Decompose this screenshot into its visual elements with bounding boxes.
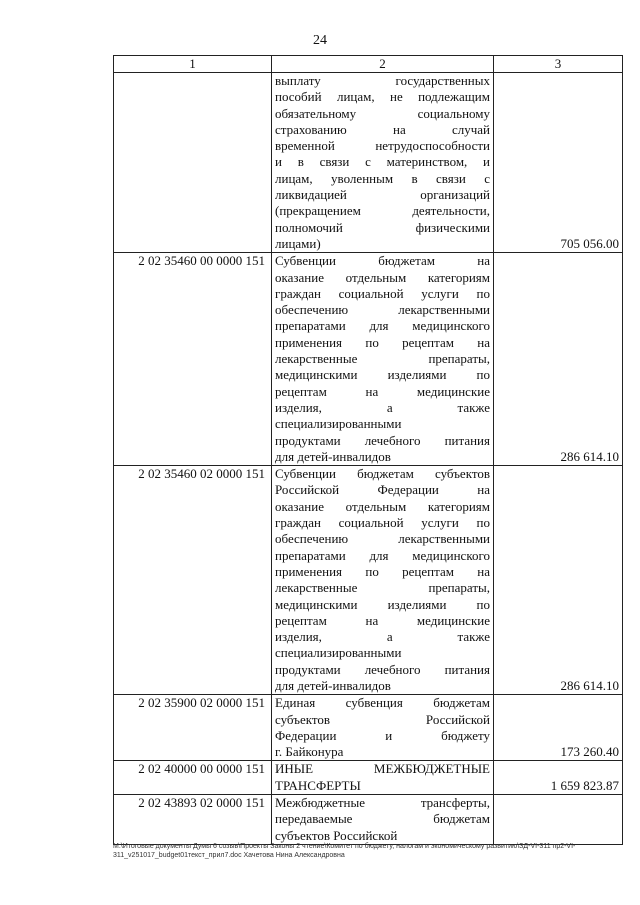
header-col-1: 1 bbox=[114, 56, 272, 73]
description-line: рецептам на медицинские bbox=[275, 612, 490, 628]
description-line: для детей-инвалидов bbox=[275, 677, 391, 693]
description-line: передаваемые бюджетам bbox=[275, 811, 490, 827]
description-line: лицам, уволенным в связи с bbox=[275, 170, 490, 186]
description-line: специализированными bbox=[275, 645, 402, 661]
description-cell bbox=[272, 761, 494, 795]
description-line: г. Байконура bbox=[275, 744, 344, 760]
description-line: ИНЫЕ МЕЖБЮДЖЕТНЫЕ bbox=[275, 761, 490, 777]
description-line: рецептам на медицинские bbox=[275, 383, 490, 399]
description-line: субъектов Российской bbox=[275, 827, 398, 843]
table-header-row bbox=[114, 56, 623, 73]
description-line: обеспечению лекарственными bbox=[275, 302, 490, 318]
description-line: Российской Федерации на bbox=[275, 482, 490, 498]
table-row bbox=[114, 466, 623, 695]
description-line: временной нетрудоспособности bbox=[275, 138, 490, 154]
amount-cell: 1 659 823.87 bbox=[494, 761, 623, 795]
description-line: ТРАНСФЕРТЫ bbox=[275, 777, 361, 793]
description-line: полномочий физическими bbox=[275, 219, 490, 235]
amount-cell: 705 056.00 bbox=[494, 73, 623, 253]
budget-code-cell: 2 02 35460 02 0000 151 bbox=[114, 466, 272, 695]
description-line: выплату государственных bbox=[275, 73, 490, 88]
document-path-footer: М:\Итоговые документы Думы 6 созыв\Проекты Законы 2 чтение\Комитет по бюджету, налогам и экономическому развитию\ЗД-VI-311 пр2-VI-311_v251017_budget01текст_прил7.doc Хачетова Нина Александровна bbox=[113, 843, 576, 859]
description-line: применения по рецептам на bbox=[275, 563, 490, 579]
description-cell bbox=[272, 466, 494, 695]
table-row bbox=[114, 761, 623, 795]
budget-code-cell: 2 02 40000 00 0000 151 bbox=[114, 761, 272, 795]
description-line: Единая субвенция бюджетам bbox=[275, 695, 490, 711]
description-cell bbox=[272, 795, 494, 845]
header-col-3: 3 bbox=[494, 56, 623, 73]
description-line: продуктами лечебного питания bbox=[275, 661, 490, 677]
description-line: граждан социальной услуги по bbox=[275, 285, 490, 301]
description-line: оказание отдельным категориям bbox=[275, 498, 490, 514]
amount-cell: 173 260.40 bbox=[494, 695, 623, 761]
description-line: медицинскими изделиями по bbox=[275, 596, 490, 612]
description-line: Федерации и бюджету bbox=[275, 727, 490, 743]
description-line: субъектов Российской bbox=[275, 711, 490, 727]
budget-code-cell bbox=[114, 73, 272, 253]
description-line: и в связи с материнством, и bbox=[275, 154, 490, 170]
table-row bbox=[114, 253, 623, 466]
description-cell bbox=[272, 73, 494, 253]
description-line: обязательному социальному bbox=[275, 105, 490, 121]
description-line: пособий лицам, не подлежащим bbox=[275, 89, 490, 105]
description-line: лекарственные препараты, bbox=[275, 351, 490, 367]
description-line: препаратами для медицинского bbox=[275, 547, 490, 563]
budget-code-cell: 2 02 35900 02 0000 151 bbox=[114, 695, 272, 761]
budget-table bbox=[113, 55, 623, 845]
description-line: Межбюджетные трансферты, bbox=[275, 795, 490, 811]
budget-code-cell: 2 02 43893 02 0000 151 bbox=[114, 795, 272, 845]
description-line: медицинскими изделиями по bbox=[275, 367, 490, 383]
description-line: изделия, а также bbox=[275, 399, 490, 415]
table-row bbox=[114, 795, 623, 845]
description-line: граждан социальной услуги по bbox=[275, 515, 490, 531]
description-line: препаратами для медицинского bbox=[275, 318, 490, 334]
description-cell bbox=[272, 695, 494, 761]
description-line: изделия, а также bbox=[275, 629, 490, 645]
description-line: (прекращением деятельности, bbox=[275, 203, 490, 219]
amount-cell: 286 614.10 bbox=[494, 466, 623, 695]
amount-cell bbox=[494, 795, 623, 845]
description-line: обеспечению лекарственными bbox=[275, 531, 490, 547]
description-line: ликвидацией организаций bbox=[275, 187, 490, 203]
table-row bbox=[114, 73, 623, 253]
description-line: лекарственные препараты, bbox=[275, 580, 490, 596]
description-line: Субвенции бюджетам субъектов bbox=[275, 466, 490, 482]
description-line: применения по рецептам на bbox=[275, 334, 490, 350]
description-line: лицами) bbox=[275, 235, 321, 251]
header-col-2: 2 bbox=[272, 56, 494, 73]
amount-cell: 286 614.10 bbox=[494, 253, 623, 466]
page-number: 24 bbox=[313, 33, 327, 48]
table-row bbox=[114, 695, 623, 761]
description-line: продуктами лечебного питания bbox=[275, 432, 490, 448]
budget-code-cell: 2 02 35460 00 0000 151 bbox=[114, 253, 272, 466]
description-line: оказание отдельным категориям bbox=[275, 269, 490, 285]
description-line: Субвенции бюджетам на bbox=[275, 253, 490, 269]
description-cell bbox=[272, 253, 494, 466]
description-line: для детей-инвалидов bbox=[275, 448, 391, 464]
description-line: специализированными bbox=[275, 416, 402, 432]
description-line: страхованию на случай bbox=[275, 121, 490, 137]
